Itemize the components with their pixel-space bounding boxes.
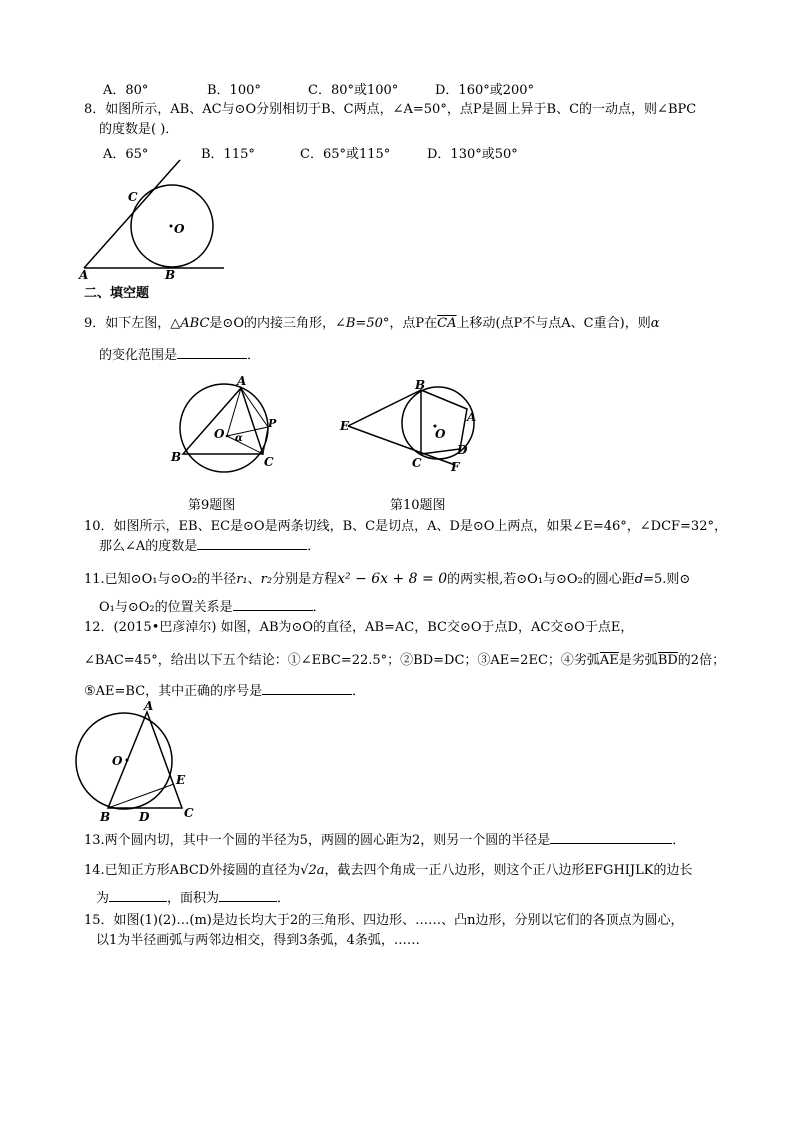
q12-text-d: ⑤AE=BC，其中正确的序号是 — [84, 684, 263, 699]
q14-text-b: ，截去四个角成一正八边形，则这个正八边形EFGHIJLK的边长 — [324, 863, 693, 878]
q14-sqrt: √2a — [300, 863, 325, 878]
q10-stem-line2 — [99, 538, 320, 556]
q8-tangent-ac — [84, 160, 180, 268]
q11-r1: r₁ — [236, 572, 248, 587]
q13-answer-blank[interactable] — [550, 843, 672, 844]
q12-line-be — [108, 784, 174, 808]
q12-text-b: 是劣弧 — [618, 653, 658, 668]
q9-text-c: ，点P在 — [389, 316, 438, 331]
q14-answer-blank-area[interactable] — [219, 901, 277, 902]
q11-sep: 、 — [247, 572, 261, 587]
q12-text-a: ∠BAC=45°，给出以下五个结论：①∠EBC=22.5°；②BD=DC；③AE=2EC；④劣弧 — [84, 653, 600, 668]
q9-stem-line2 — [99, 347, 260, 365]
q11-equation: x² − 6x + 8 = 0 — [337, 571, 448, 587]
q14-stem-line1 — [84, 862, 692, 880]
q10-label-e: E — [340, 419, 350, 433]
q14-text-c: 为 — [96, 891, 110, 906]
q10-label-a: A — [467, 410, 477, 424]
q9-text-b: 是⊙O的内接三角形， — [209, 316, 335, 331]
q12-label-d: D — [139, 810, 150, 824]
q12-label-e: E — [176, 773, 186, 787]
q12-arc-bd: $\overline{BD}$ — [657, 653, 678, 668]
q9-caption: 第9题图 — [188, 498, 236, 513]
q11-answer-blank[interactable] — [233, 610, 313, 611]
q10-label-o: O — [435, 427, 446, 441]
q9-line-ap — [241, 388, 268, 427]
q9-label-p: P — [268, 417, 277, 430]
q8-stem-line1: 8．如图所示，AB、AC与⊙O分别相切于B、C两点，∠A=50°，点P是圆上异于B、C的一动点，则∠BPC — [84, 102, 697, 117]
q8-center-dot — [170, 225, 173, 228]
q11-r2: r₂ — [260, 572, 273, 587]
q12-stem-line3 — [84, 683, 365, 701]
q10-text-a: 那么∠A的度数是 — [99, 539, 198, 554]
q12-label-a: A — [144, 699, 154, 713]
q12-center-dot — [126, 759, 129, 762]
q14-text-a: 14.已知正方形ABCD外接圆的直径为 — [84, 863, 301, 878]
q13-stem — [84, 832, 685, 850]
q9-line-pc — [263, 427, 268, 454]
q9-end: ． — [247, 348, 261, 363]
q10-tangent-eb — [348, 390, 421, 426]
q13-text: 13.两个圆内切，其中一个圆的半径为5，两圆的圆心距为2，则另一个圆的半径是 — [84, 833, 551, 848]
q9-angle: ∠B=50° — [334, 316, 390, 331]
q9-label-alpha: α — [235, 433, 243, 444]
q7-option-c: C．80°或100° — [308, 83, 399, 98]
q9-label-c: C — [264, 455, 274, 469]
q9-line-op — [227, 427, 268, 436]
q10-caption: 第10题图 — [390, 498, 446, 513]
q9-label-o: O — [214, 427, 225, 441]
q8-label-o: O — [174, 222, 185, 236]
q10-label-f: F — [451, 460, 460, 474]
q12-end: ． — [352, 684, 366, 699]
q9-answer-blank[interactable] — [177, 358, 247, 359]
q14-stem-line2 — [96, 890, 290, 908]
q12-text-c: 的2倍； — [677, 653, 726, 668]
q12-circle — [76, 713, 172, 809]
q11-stem-line2 — [99, 599, 326, 617]
q11-text-c: 的两实根,若⊙O₁与⊙O₂的圆心距 — [447, 572, 635, 587]
q10-answer-blank[interactable] — [197, 549, 307, 550]
q9-label-b: B — [171, 450, 182, 464]
q8-option-b: B．115° — [201, 147, 255, 162]
q10-stem-line1: 10．如图所示，EB、EC是⊙O是两条切线，B、C是切点，A、D是⊙O上两点，如果∠E=46°，∠DCF=32°， — [84, 519, 727, 534]
q8-figure — [76, 155, 236, 280]
q10-label-b: B — [415, 378, 426, 392]
q9-arc-ca: $\overline{CA}$ — [437, 316, 457, 331]
q11-text-e: O₁与⊙O₂的位置关系是 — [99, 600, 233, 615]
q9-figure — [165, 375, 295, 470]
q8-label-c: C — [128, 190, 138, 204]
q12-label-b: B — [100, 810, 111, 824]
q8-option-a: A．65° — [103, 147, 149, 162]
q9-stem-line1 — [84, 315, 659, 333]
q8-label-b: B — [165, 268, 176, 282]
q11-d: d — [634, 572, 644, 587]
q10-figure — [338, 378, 483, 476]
q12-arc-ae: $\overline{AE}$ — [599, 653, 619, 668]
q10-label-c: C — [412, 456, 422, 470]
q11-stem-line1 — [84, 570, 690, 589]
q8-stem-line2: 的度数是( )． — [99, 122, 179, 137]
q9-triangle-abc — [183, 388, 263, 454]
q9-alpha: α — [650, 316, 660, 331]
q10-end: ． — [307, 539, 321, 554]
q8-label-a: A — [79, 268, 89, 282]
section-fill-in-heading: 二、填空题 — [84, 286, 150, 301]
q9-text-a: 9．如下左图， — [84, 316, 171, 331]
q12-figure — [72, 700, 202, 825]
q9-center-dot — [226, 435, 229, 438]
q9-text-d: 上移动(点P不与点A、C重合)，则 — [456, 316, 651, 331]
q7-option-d: D．160°或200° — [435, 83, 535, 98]
q9-label-a: A — [237, 374, 247, 388]
q8-option-c: C．65°或115° — [300, 147, 391, 162]
q14-text-d: ，面积为 — [167, 891, 220, 906]
q7-option-b: B．100° — [207, 83, 261, 98]
q14-end: ． — [277, 891, 291, 906]
q11-text-d: =5.则⊙ — [643, 572, 691, 587]
q12-stem-line1: 12．(2015•巴彦淖尔) 如图，AB为⊙O的直径，AB=AC，BC交⊙O于点D，AC交⊙O于点E， — [84, 620, 634, 635]
q12-label-o: O — [112, 754, 123, 768]
q12-answer-blank[interactable] — [262, 694, 352, 695]
q12-label-c: C — [184, 806, 194, 820]
q14-answer-blank-side[interactable] — [109, 901, 167, 902]
q8-option-d: D．130°或50° — [427, 147, 518, 162]
q15-stem-line2: 以1为半径画弧与两邻边相交，得到3条弧，4条弧，…… — [96, 933, 420, 948]
q11-text-b: 分别是方程 — [272, 572, 338, 587]
q9-triangle: △ABC — [170, 316, 210, 331]
q12-stem-line2 — [84, 652, 725, 670]
q11-end: ． — [312, 600, 326, 615]
q10-label-d: D — [457, 443, 468, 457]
q11-text-a: 11.已知⊙O₁与⊙O₂的半径 — [84, 572, 237, 587]
q13-end: ． — [672, 833, 686, 848]
q9-text-e: 的变化范围是 — [99, 348, 178, 363]
q15-stem-line1: 15．如图(1)(2)…(m)是边长均大于2的三角形、四边形、……、凸n边形，分别以它们的各顶点为圆心， — [84, 913, 684, 928]
q7-option-a: A．80° — [103, 83, 149, 98]
